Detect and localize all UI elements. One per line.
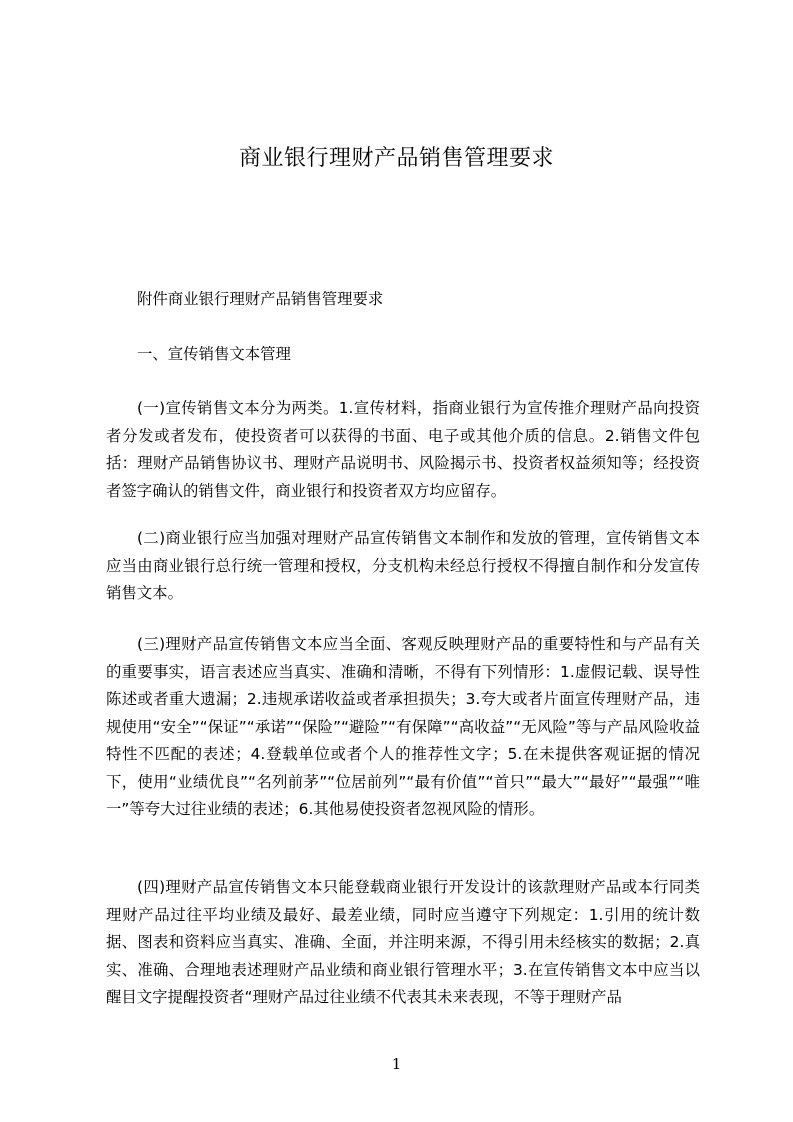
paragraph-1: (一)宣传销售文本分为两类。1.宣传材料，指商业银行为宣传推介理财产品向投资者分发或者发布，使投资者可以获得的书面、电子或其他介质的信息。2.销售文件包括：理财产品销售协议书、理财产品说明书、风险揭示书、投资者权益须知等；经投资者签字确认的销售文件，商业银行和投资者双方均应留存。 bbox=[106, 399, 700, 500]
paragraph-4: (四)理财产品宣传销售文本只能登载商业银行开发设计的该款理财产品或本行同类理财产品过往平均业绩及最好、最差业绩，同时应当遵守下列规定：1.引用的统计数据、图表和资料应当真实、准确、全面，并注明来源，不得引用未经核实的数据；2.真实、准确、合理地表述理财产品业绩和商业银行管理水平；3.在宣传销售文本中应当以醒目文字提醒投资者“理财产品过往业绩不代表其未来表现，不等于理财产品 bbox=[106, 878, 700, 1006]
paragraph-3: (三)理财产品宣传销售文本应当全面、客观反映理财产品的重要特性和与产品有关的重要事实，语言表述应当真实、准确和清晰，不得有下列情形：1.虚假记载、误导性陈述或者重大遗漏；2.违规承诺收益或者承担损失；3.夸大或者片面宣传理财产品，违规使用“安全”“保证”“承诺”“保险”“避险”“有保障”“高收益”“无风险”等与产品风险收益特性不匹配的表述；4.登载单位或者个人的推荐性文字；5.在未提供客观证据的情况下，使用“业绩优良”“名列前茅”“位居前列”“最有价值”“首只”“最大”“最好”“最强”“唯一”等夸大过往业绩的表述；6.其他易使投资者忽视风险的情形。 bbox=[106, 635, 700, 818]
paragraph-2: (二)商业银行应当加强对理财产品宣传销售文本制作和发放的管理，宣传销售文本应当由商业银行总行统一管理和授权，分支机构未经总行授权不得擅自制作和分发宣传销售文本。 bbox=[106, 529, 700, 602]
document-title: 商业银行理财产品销售管理要求 bbox=[238, 146, 554, 171]
attachment-heading: 附件商业银行理财产品销售管理要求 bbox=[137, 290, 384, 308]
page-number: 1 bbox=[391, 1055, 402, 1073]
section-heading: 一、宣传销售文本管理 bbox=[137, 345, 291, 363]
